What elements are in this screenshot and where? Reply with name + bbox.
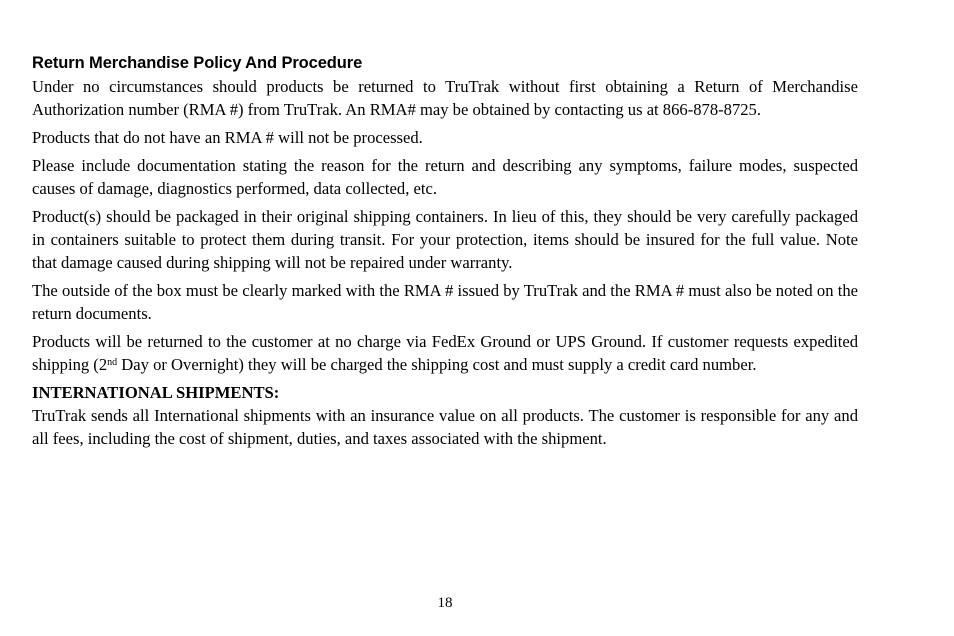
policy-heading: Return Merchandise Policy And Procedure (32, 54, 363, 72)
paragraph-rma-requirement: Under no circumstances should products be returned to TruTrak without first obtaining a Return of Merchandise Authorization number (RMA #) from TruTrak. An RMA# may be obtained by contacting us at 866-878-8725. (32, 77, 858, 119)
international-heading: INTERNATIONAL SHIPMENTS: (32, 383, 280, 402)
paragraph-packaging: Product(s) should be packaged in their original shipping containers. In lieu of this, they should be very carefully packaged in containers suitable to protect them during transit. For your protection, items should be insured for the full value. Note that damage caused during shipping will not be repaired under warranty. (32, 207, 858, 272)
return-shipping-text-start: Products will be returned to the customer at no charge via FedEx Ground or UPS Ground. If customer requests expedited shipping (2 (32, 332, 858, 374)
ordinal-superscript: nd (107, 357, 118, 368)
document-page (32, 52, 858, 455)
paragraph-no-rma: Products that do not have an RMA # will not be processed. (32, 128, 423, 147)
paragraph-box-marking: The outside of the box must be clearly marked with the RMA # issued by TruTrak and the RMA # must also be noted on the return documents. (32, 281, 858, 323)
page-number: 18 (437, 595, 453, 611)
return-shipping-text-end: Day or Overnight) they will be charged the shipping cost and must supply a credit card number. (117, 355, 757, 374)
paragraph-documentation: Please include documentation stating the reason for the return and describing any symptoms, failure modes, suspected causes of damage, diagnostics performed, data collected, etc. (32, 156, 858, 198)
paragraph-return-shipping (32, 330, 858, 376)
paragraph-international: TruTrak sends all International shipments with an insurance value on all products. The customer is responsible for any and all fees, including the cost of shipment, duties, and taxes associated with the shipment. (32, 406, 858, 448)
